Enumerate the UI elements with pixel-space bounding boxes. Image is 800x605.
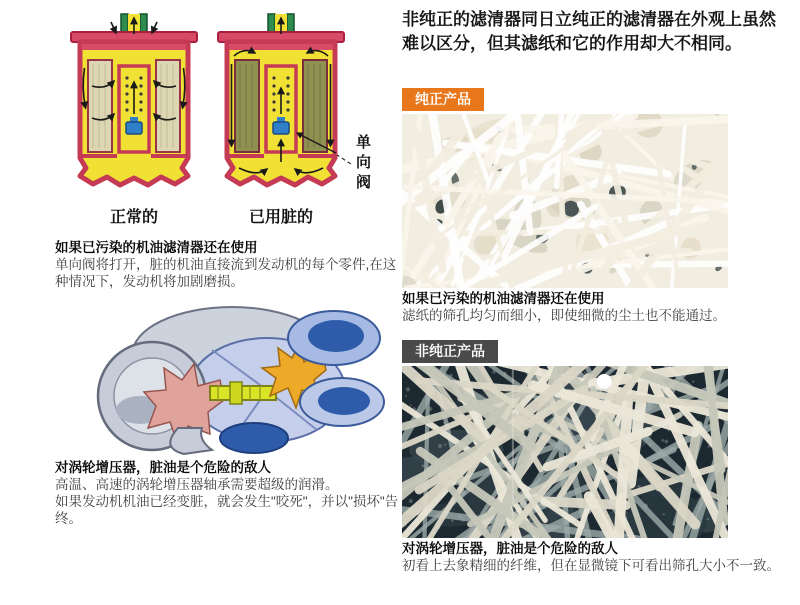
section-body: 单向阀将打开，脏的机油直接流到发动机的每个零件,在这种情况下，发动机将加剧磨损。 <box>55 257 397 289</box>
valve-callout-dash <box>337 155 351 164</box>
micrograph-genuine-filter-paper <box>402 114 728 288</box>
intro-paragraph: 非纯正的滤清器同日立纯正的滤清器在外观上虽然难以区分，但其滤纸和它的作用却大不相同。 <box>402 10 776 53</box>
filter-normal <box>71 14 197 185</box>
turbocharger-cutaway-illustration <box>82 300 392 460</box>
label-check-valve: 单向阀 <box>354 134 371 194</box>
caption-heading: 如果已污染的机油滤清器还在使用 <box>402 291 605 306</box>
section-contaminated-filter <box>55 239 400 290</box>
caption-genuine <box>402 290 790 324</box>
badge-nongenuine-product: 非纯正产品 <box>402 340 498 363</box>
caption-heading: 对涡轮增压器，脏油是个危险的敌人 <box>402 541 618 556</box>
caption-body: 滤纸的筛孔均匀而细小，即使细微的尘土也不能通过。 <box>402 308 726 323</box>
section-body-line2: 如果发动机机油已经变脏，就会发生"咬死"，并以"损坏"告终。 <box>55 494 399 526</box>
section-heading: 对涡轮增压器，脏油是个危险的敌人 <box>55 460 271 475</box>
section-heading: 如果已污染的机油滤清器还在使用 <box>55 240 258 255</box>
oil-filter-cutaway-diagram <box>55 12 395 208</box>
section-turbocharger <box>55 459 400 527</box>
label-normal-filter: 正常的 <box>109 209 158 226</box>
filter-dirty <box>218 14 351 185</box>
label-dirty-filter: 已用脏的 <box>248 209 313 226</box>
badge-genuine-product: 纯正产品 <box>402 88 484 111</box>
micrograph-nongenuine-filter-paper <box>402 366 728 538</box>
section-body-line1: 高温、高速的涡轮增压器轴承需要超级的润滑。 <box>55 477 339 492</box>
turbo-shaft <box>210 386 276 400</box>
caption-nongenuine <box>402 540 782 574</box>
caption-body: 初看上去象精细的纤维，但在显微镜下可看出筛孔大小不一致。 <box>402 558 780 573</box>
